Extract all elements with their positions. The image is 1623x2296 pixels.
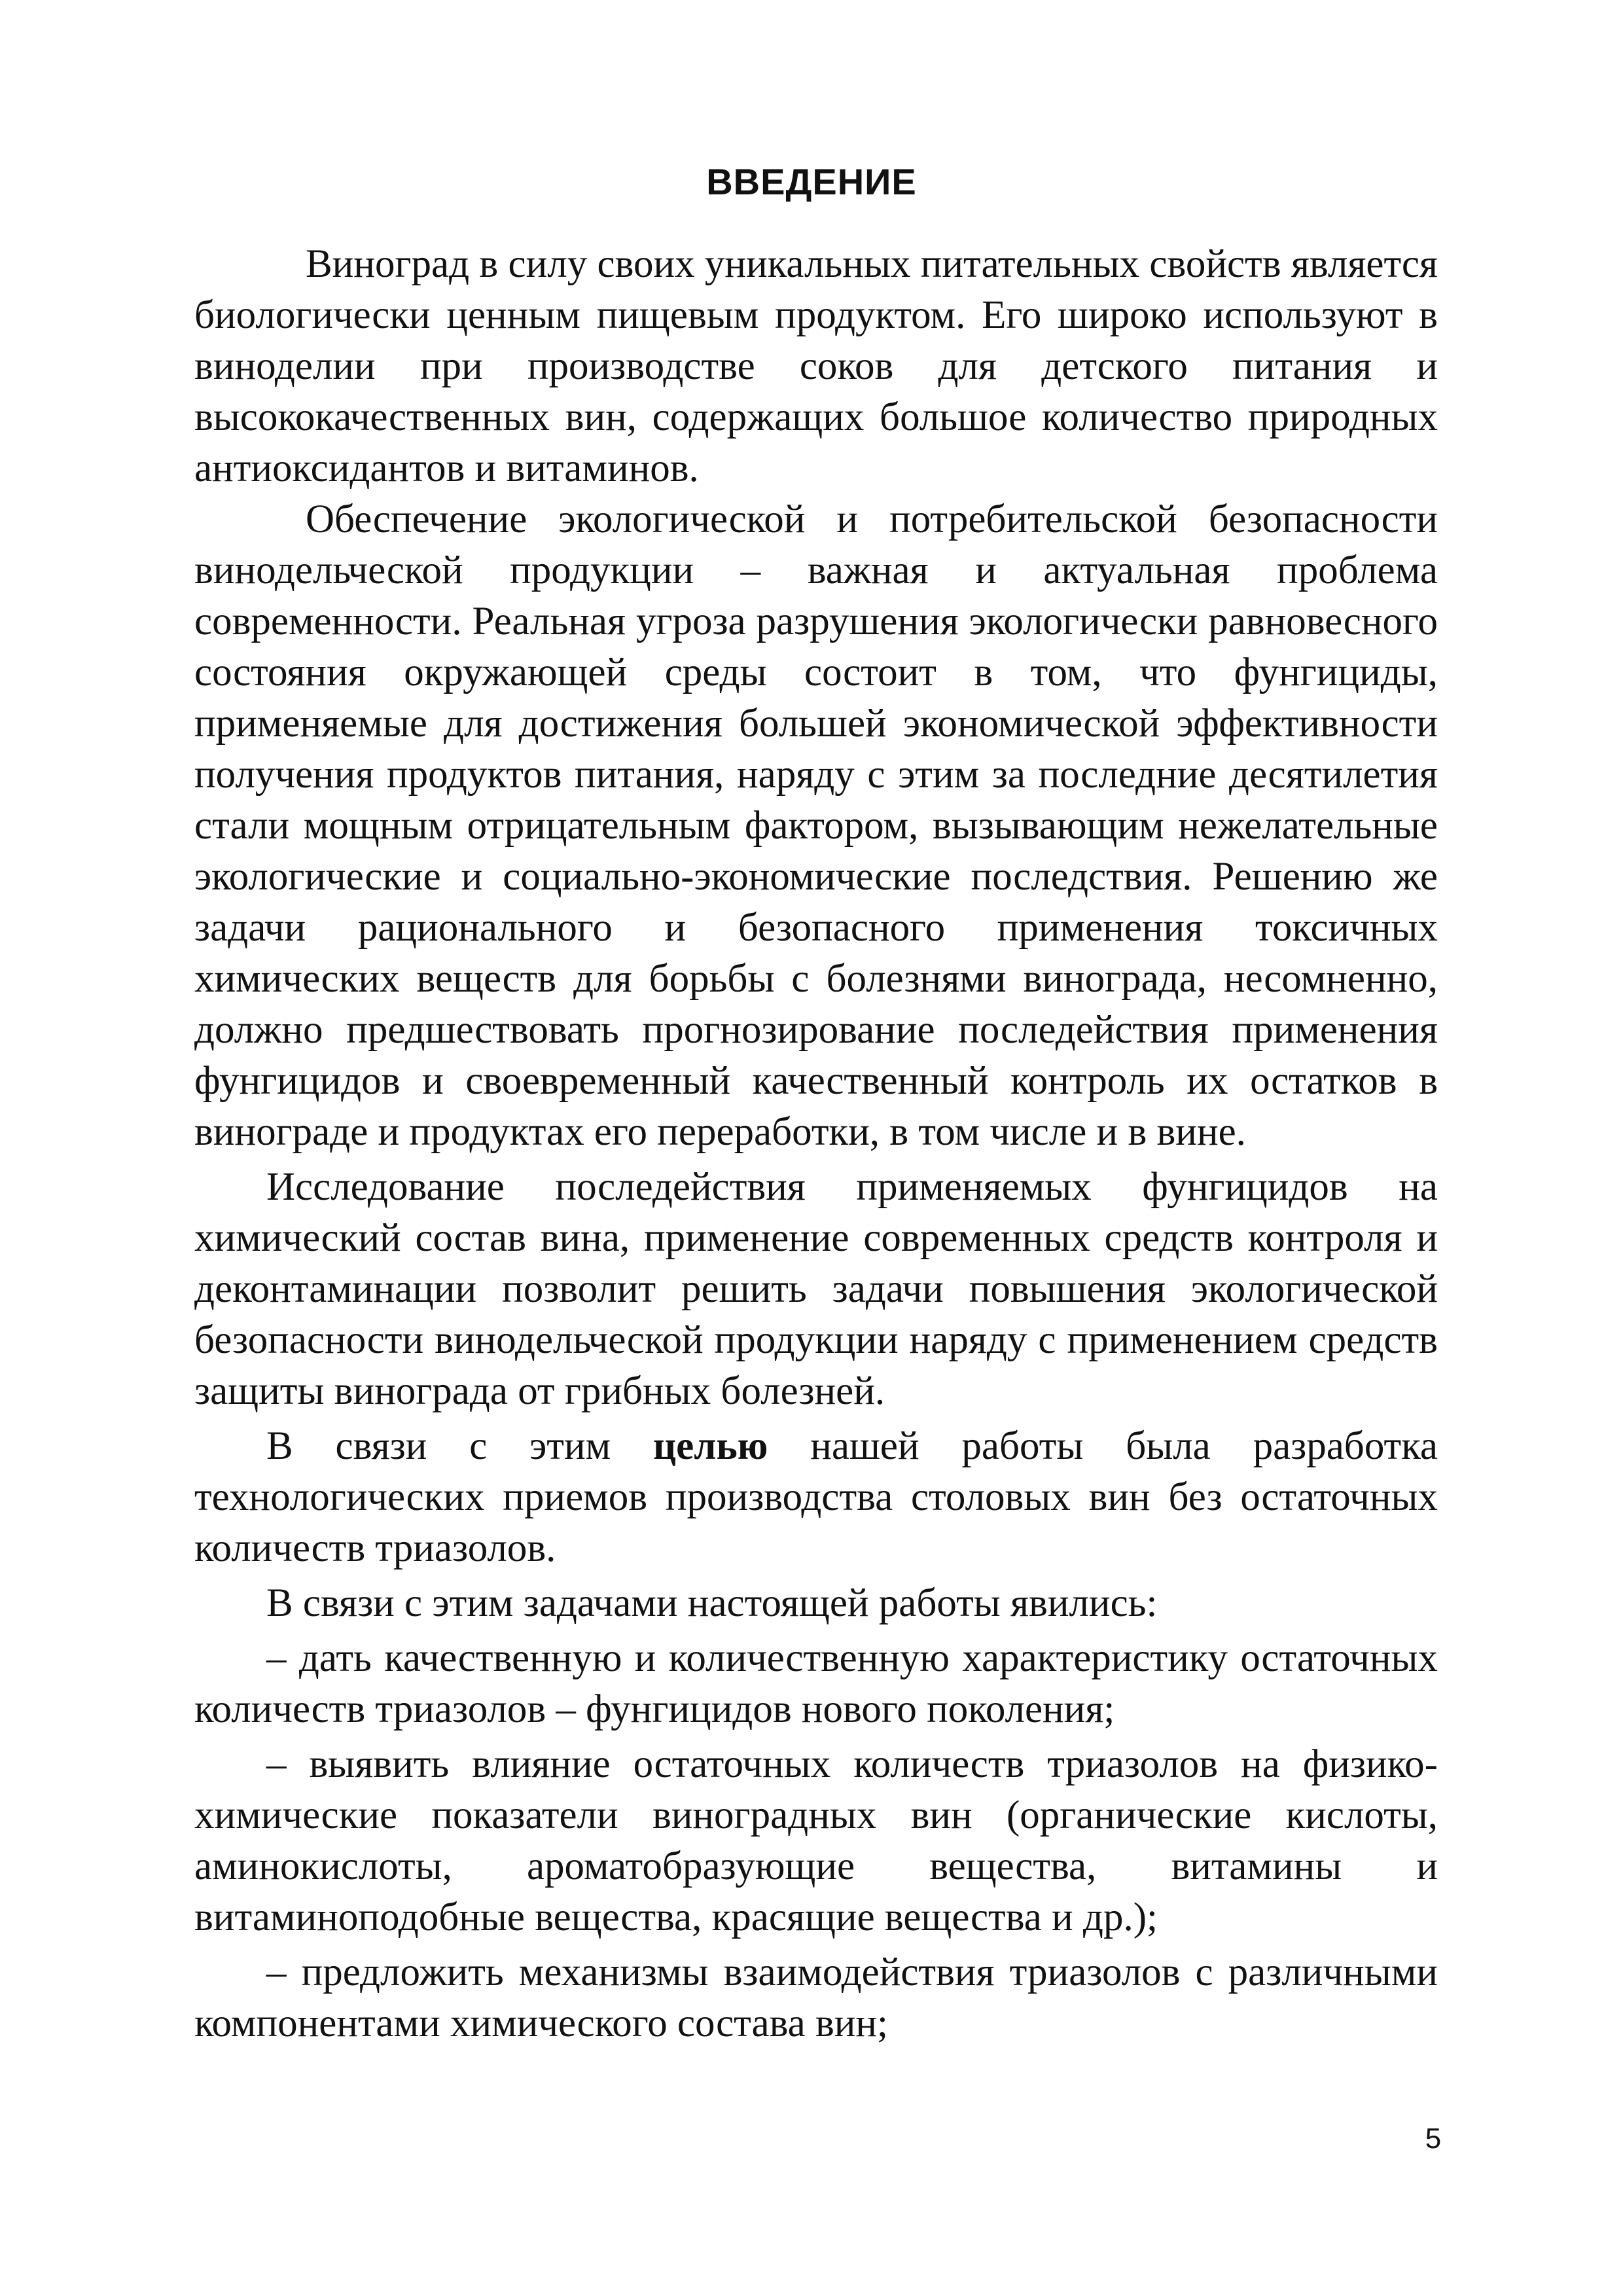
goal-emphasis: целью [653,1424,768,1468]
page-title: ВВЕДЕНИЕ [706,161,917,202]
tasks-intro: В связи с этим задачами настоящей работы явились: [266,1581,1158,1625]
page-number: 5 [1425,2123,1442,2155]
list-item: – предложить механизмы взаимодействия триазолов с различными компонентами химического состава вин; [194,1950,1438,2045]
paragraph: Виноград в силу своих уникальных питательных свойств является биологически ценным пищевым продуктом. Его широко используют в виноделии при производстве соков для детского питания и высококачественных вин, содержащих большое количество природных антиоксидантов и витаминов. [194,242,1438,490]
list-item: – выявить влияние остаточных количеств триазолов на физико-химические показатели виноградных вин (органические кислоты, аминокислоты, ароматобразующие вещества, витамины и витаминоподобные вещества, красящие вещества и др.); [194,1742,1438,1939]
goal-prefix: В связи с этим [266,1424,654,1468]
list-item: – дать качественную и количественную характеристику остаточных количеств триазолов – фунгицидов нового поколения; [194,1636,1438,1731]
goal-suffix: нашей работы была разработка технологических приемов производства столовых вин без остаточных количеств триазолов. [194,1424,1438,1570]
goal-paragraph [194,1421,1438,1574]
paragraph: Обеспечение экологической и потребительской безопасности винодельческой продукции – важная и актуальная проблема современности. Реальная угроза разрушения экологически равновесного состояния окружающей среды состоит в том, что фунгициды, применяемые для достижения большей экономической эффективности получения продуктов питания, наряду с этим за последние десятилетия стали мощным отрицательным фактором, вызывающим нежелательные экологические и социально-экономические последствия. Решению же задачи рационального и безопасного применения токсичных химических веществ для борьбы с болезнями винограда, несомненно, должно предшествовать прогнозирование последействия применения фунгицидов и своевременный качественный контроль их остатков в винограде и продуктах его переработки, в том числе и в вине. [194,497,1438,1154]
paragraph: Исследование последействия применяемых фунгицидов на химический состав вина, применение современных средств контроля и деконтаминации позволит решить задачи повышения экологической безопасности винодельческой продукции наряду с применением средств защиты винограда от грибных болезней. [194,1165,1438,1413]
body-text [194,239,1438,2049]
